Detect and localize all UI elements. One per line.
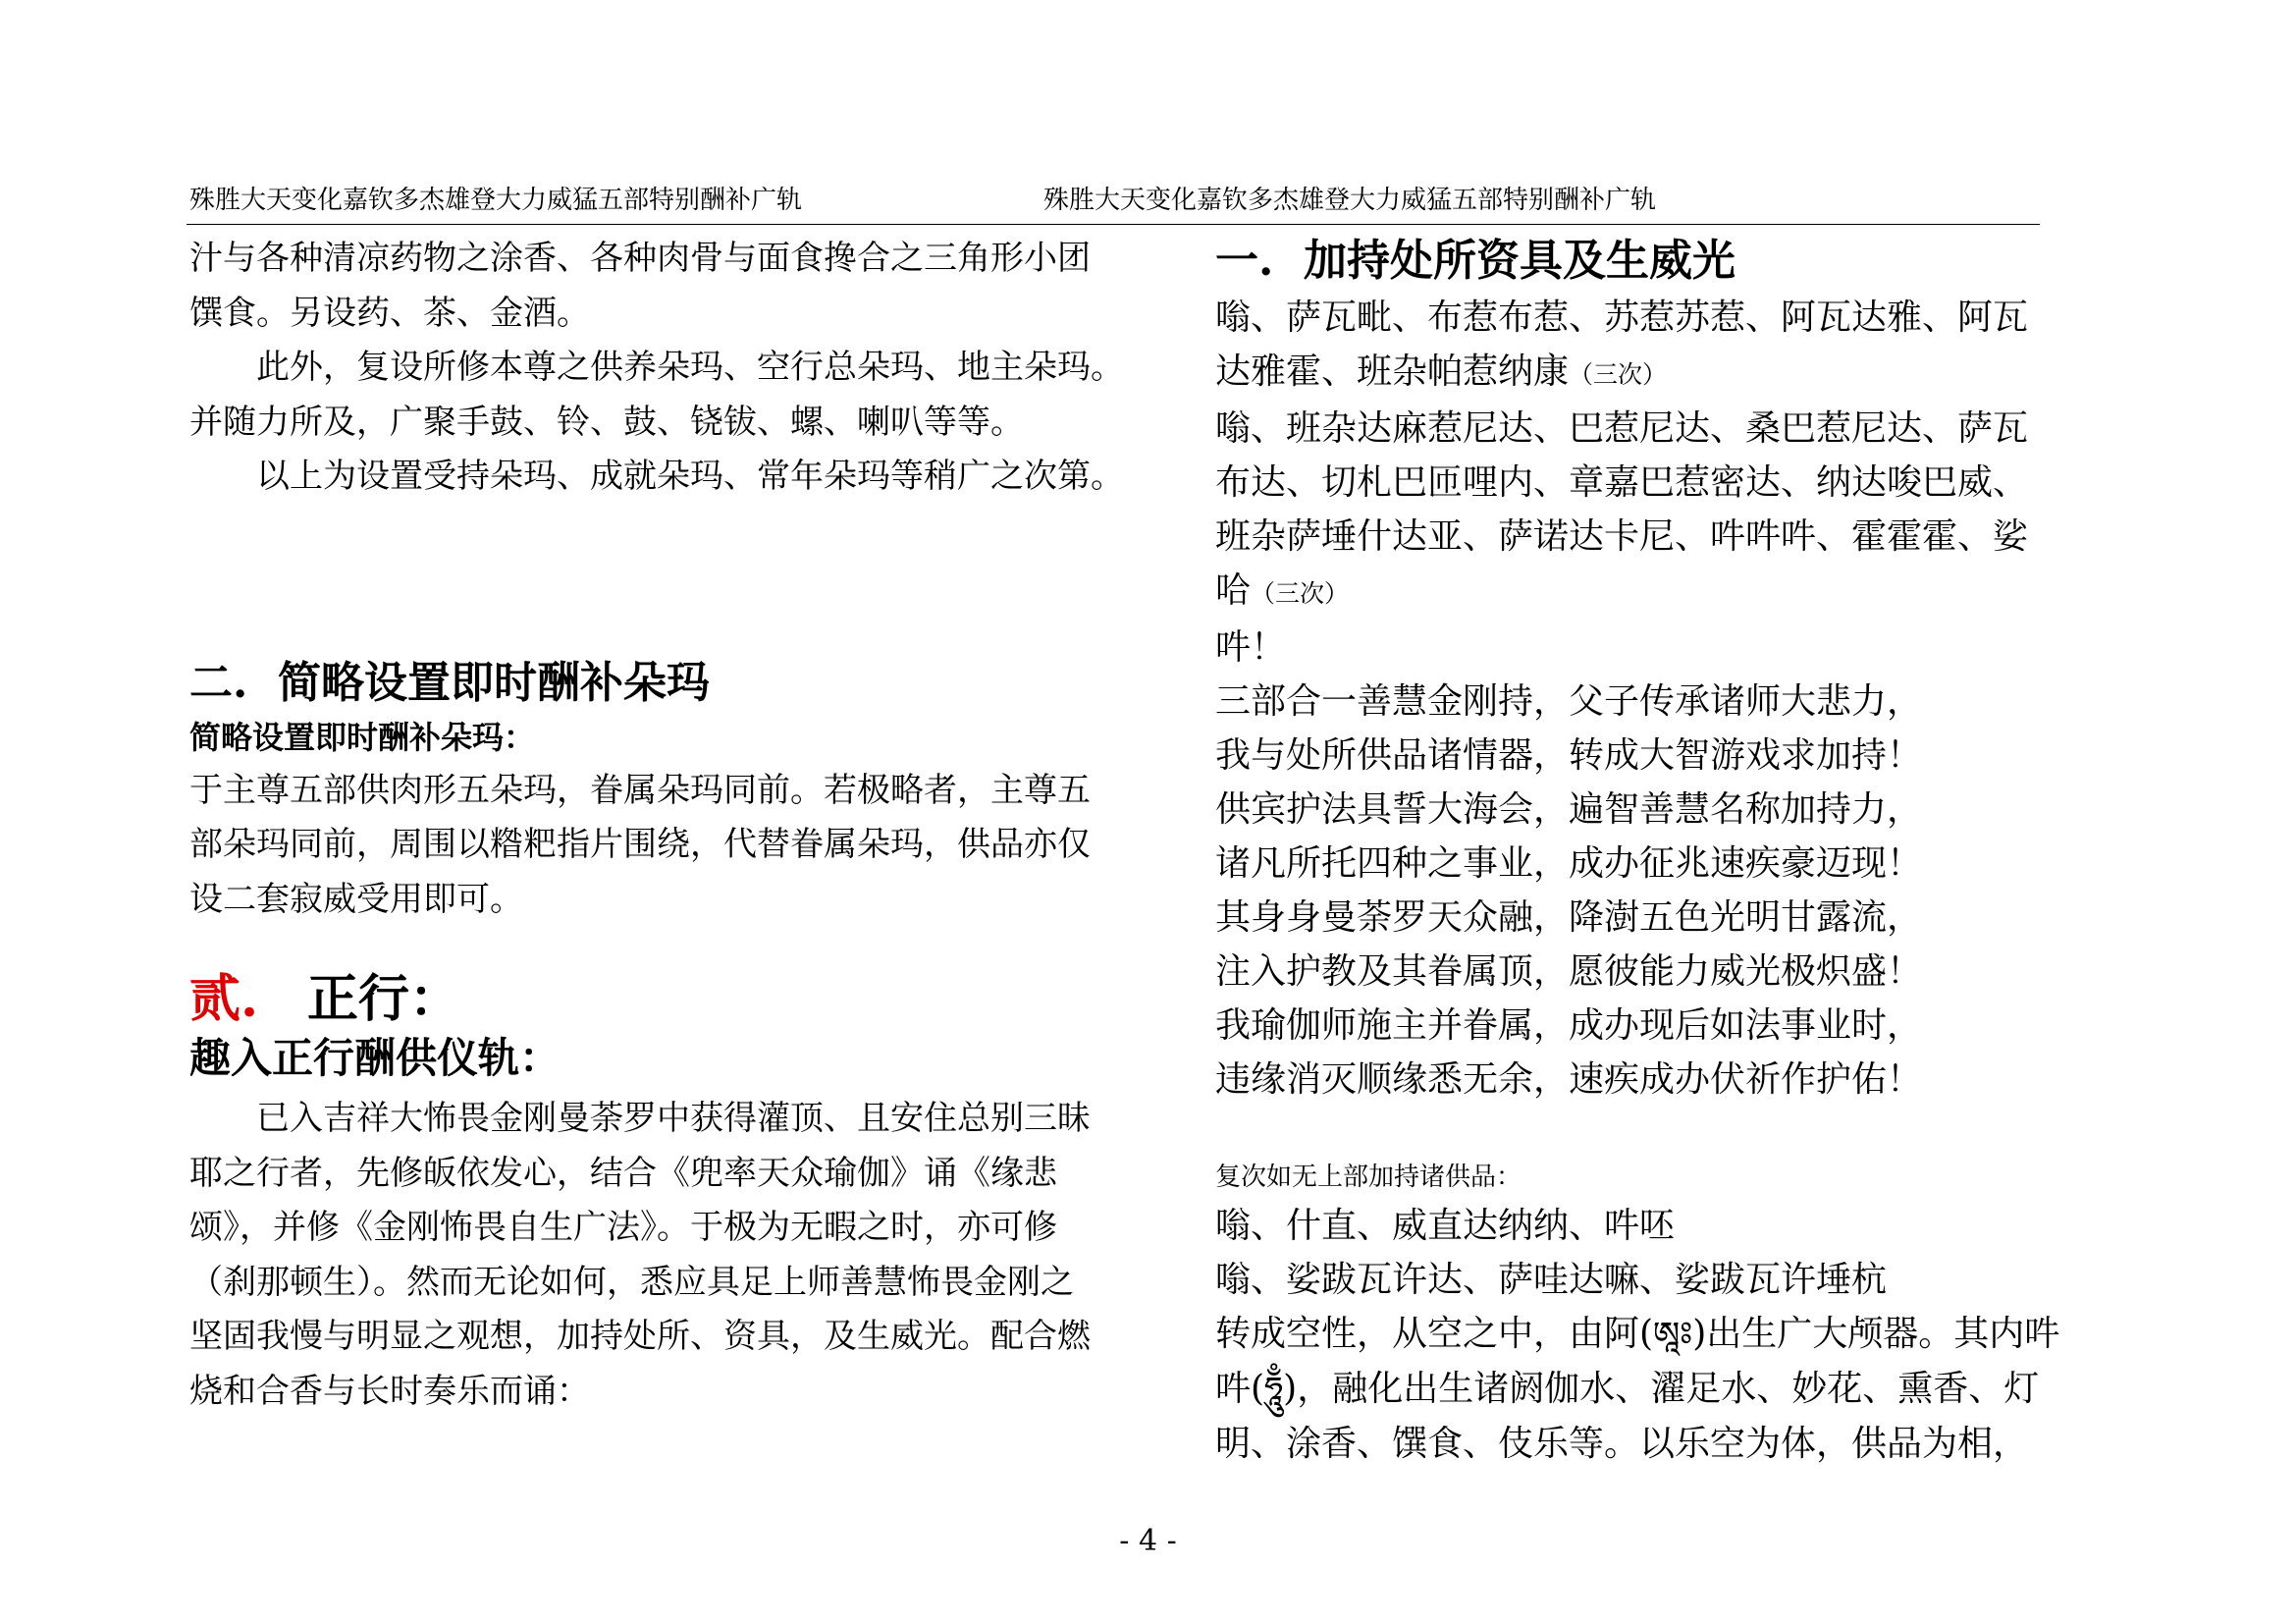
verse-line: 违缘消灭顺缘悉无余，速疾成办伏祈作护佑！	[1215, 1059, 1923, 1100]
paragraph-brief	[189, 764, 1102, 928]
section-heading-brief	[189, 654, 1102, 713]
text-line	[1215, 1307, 2138, 1362]
mantra-line: 嗡、班杂达麻惹尼达、巴惹尼达、桑巴惹尼达、萨瓦	[1215, 408, 2029, 449]
text-segment: )出生广大颅器。其内吽	[1692, 1314, 2060, 1354]
spacer	[189, 927, 1102, 968]
paragraph-additional	[189, 341, 1124, 450]
text-segment: )，融化出生诸阏伽水、濯足水、妙花、熏香、灯	[1283, 1369, 2040, 1409]
mantra-line	[1215, 564, 2138, 621]
spacer	[189, 505, 1102, 654]
text-line: 颂》，并修《金刚怖畏自生广法》。于极为无暇之时，亦可修	[189, 1208, 1057, 1247]
text-line: 明、涂香、馔食、伎乐等。以乐空为体，供品为相，	[1215, 1424, 2029, 1464]
text-line: 并随力所及，广聚手鼓、铃、鼓、铙钹、螺、喇叭等等。	[189, 402, 1024, 442]
tibetan-syllable: ཨཱཿ	[1653, 1315, 1693, 1354]
text-line: 汁与各种清凉药物之涂香、各种肉骨与面食搀合之三角形小团	[189, 239, 1091, 278]
paragraph-transform	[1215, 1307, 2138, 1471]
text-line	[1215, 1362, 2138, 1417]
main-subheading: 趣入正行酬供仪轨：	[189, 1034, 561, 1082]
main-section-title: 正行：	[307, 969, 461, 1029]
paragraph-offerings	[189, 232, 1102, 341]
paragraph-summary: 以上为设置受持朵玛、成就朵玛、常年朵玛等稍广之次第。	[256, 457, 1124, 496]
text-line: 于主尊五部供肉形五朵玛，眷属朵玛同前。若极略者，主尊五	[189, 770, 1091, 810]
verse-line: 我瑜伽师施主并眷属，成办现后如法事业时，	[1215, 1005, 1923, 1046]
spacer	[1215, 1107, 2138, 1156]
mantra-text: 达雅霍、班杂帕惹纳康	[1215, 352, 1570, 392]
mantra-line: 布达、切札巴匝哩内、章嘉巴惹密达、纳达唆巴威、	[1215, 462, 2029, 503]
text-line: 设二套寂威受用即可。	[189, 879, 523, 919]
text-segment: 转成空性，从空之中，由阿(	[1215, 1314, 1654, 1354]
text-line: 坚固我慢与明显之观想，加持处所、资具，及生威光。配合燃	[189, 1317, 1091, 1356]
text-line: 部朵玛同前，周围以糌粑指片围绕，代替眷属朵玛，供品亦仅	[189, 825, 1091, 864]
section-title: 加持处所资具及生威光	[1304, 236, 1735, 286]
offering-mantras	[1215, 1199, 2138, 1307]
repeat-note: （三次）	[1569, 360, 1668, 389]
mantra-line: 班杂萨埵什达亚、萨诺达卡尼、吽吽吽、霍霍霍、娑	[1215, 516, 2029, 557]
mantra-text: 哈	[1215, 570, 1252, 611]
verse-line: 三部合一善慧金刚持，父子传承诸师大悲力，	[1215, 681, 1923, 722]
verse-line: 我与处所供品诸情器，转成大智游戏求加持！	[1215, 735, 1923, 776]
section-number: 二.	[189, 657, 248, 708]
verse-block	[1215, 675, 2138, 1107]
repeat-note: （三次）	[1251, 579, 1350, 608]
mantra-block	[1215, 291, 2138, 675]
subheading-brief: 简略设置即时酬补朵玛：	[189, 718, 536, 756]
mantra-line	[1215, 345, 2138, 402]
text-line: 耶之行者，先修皈依发心，结合《兜率天众瑜伽》诵《缘悲	[189, 1153, 1057, 1193]
page-number: - 4 -	[1119, 1524, 1177, 1558]
mantra-line: 嗡、娑跋瓦许达、萨哇达嘛、娑跋瓦许埵杭	[1215, 1260, 1888, 1300]
tibetan-syllable: ཧཱུྃ	[1264, 1370, 1284, 1409]
section-title: 简略设置即时酬补朵玛	[278, 657, 710, 708]
right-column	[1215, 232, 2138, 1471]
section-number: 一.	[1215, 236, 1274, 286]
text-line: 烧和合香与长时奏乐而诵：	[189, 1371, 590, 1411]
verse-line: 供宾护法具誓大海会，遍智善慧名称加持力，	[1215, 789, 1923, 830]
running-header-left: 殊胜大天变化嘉钦多杰雄登大力威猛五部特别酬补广轨	[189, 186, 803, 215]
verse-line: 其身身曼荼罗天众融，降澍五色光明甘露流，	[1215, 897, 1923, 938]
mantra-line: 吽！	[1215, 627, 1287, 668]
text-segment: 吽(	[1215, 1369, 1265, 1409]
mantra-line: 嗡、萨瓦毗、布惹布惹、苏惹苏惹、阿瓦达雅、阿瓦	[1215, 298, 2029, 338]
main-section-number: 贰.	[189, 969, 259, 1029]
header-rule	[187, 224, 2040, 225]
left-column	[189, 232, 1124, 1419]
paragraph-main-practice	[189, 1092, 1102, 1419]
instruction-note: 复次如无上部加持诸供品：	[1215, 1163, 1522, 1192]
section-heading-bless	[1215, 232, 2138, 291]
text-line: 此外，复设所修本尊之供养朵玛、空行总朵玛、地主朵玛。	[256, 348, 1124, 387]
text-line: （刹那顿生）。然而无论如何，悉应具足上师善慧怖畏金刚之	[189, 1262, 1074, 1302]
main-section-heading	[189, 968, 1102, 1031]
verse-line: 注入护教及其眷属顶，愿彼能力威光极炽盛！	[1215, 951, 1923, 992]
running-header-right: 殊胜大天变化嘉钦多杰雄登大力威猛五部特别酬补广轨	[1043, 186, 1657, 215]
text-line: 馔食。另设药、茶、金酒。	[189, 293, 590, 333]
text-line: 已入吉祥大怖畏金刚曼荼罗中获得灌顶、且安住总别三昧	[256, 1099, 1091, 1138]
mantra-line: 嗡、什直、威直达纳纳、吽呸	[1215, 1206, 1676, 1246]
verse-line: 诸凡所托四种之事业，成办征兆速疾豪迈现！	[1215, 843, 1923, 884]
